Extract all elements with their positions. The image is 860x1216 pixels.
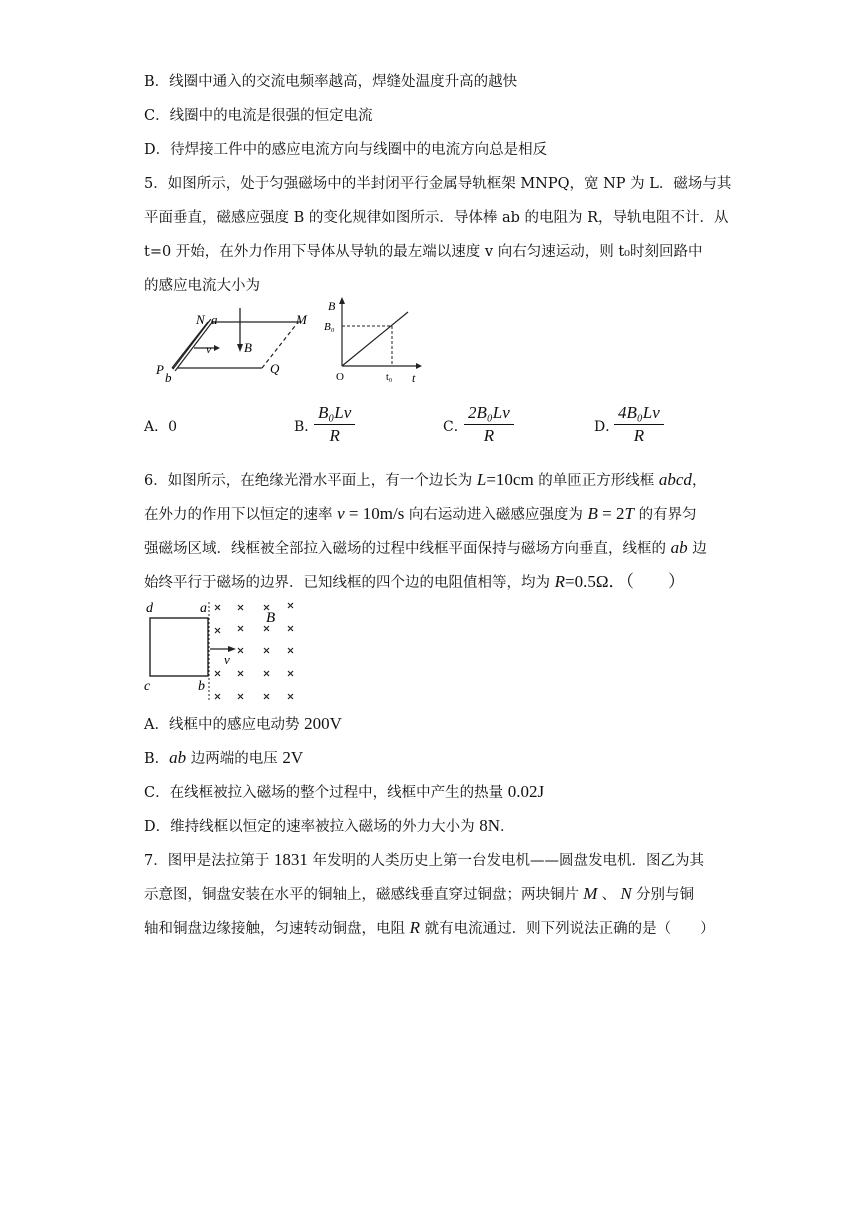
q5-label-n: N bbox=[196, 312, 205, 327]
option-c-prev: C．线圈中的电流是很强的恒定电流 bbox=[144, 108, 373, 124]
q5-option-c-denominator: R bbox=[483, 426, 495, 445]
q7-stem-line3: 轴和铜盘边缘接触，匀速转动铜盘，电阻 R 就有电流通过．则下列说法正确的是（ ） bbox=[144, 918, 715, 937]
q6-coil-figure bbox=[140, 596, 310, 708]
q7-stem-line2: 示意图，铜盘安装在水平的铜轴上，磁感线垂直穿过铜盘；两块铜片 M 、 N 分别与铜 bbox=[144, 884, 695, 903]
q5-option-b-denominator: R bbox=[329, 426, 340, 445]
q5-option-c-label: C． bbox=[443, 419, 468, 435]
q5-graph-axis-b: B bbox=[328, 299, 336, 313]
q5-option-b-label: B． bbox=[294, 419, 319, 435]
q5-stem-line2: 平面垂直，磁感应强度 B 的变化规律如图所示．导体棒 ab 的电阻为 R，导轨电阻不计．从 bbox=[144, 210, 729, 226]
magnetic-field-crosses bbox=[215, 603, 293, 699]
q6-stem-line2: 在外力的作用下以恒定的速率 v = 10m/s 向右运动进入磁感应强度为 B = 2T 的有界匀 bbox=[144, 504, 697, 523]
q5-label-b-field: B bbox=[244, 340, 252, 355]
q6-stem-line4: 始终平行于磁场的边界．已知线框的四个边的电阻值相等，均为 R=0.5Ω．（ ） bbox=[144, 572, 685, 591]
q5-stem-line3: t=0 开始，在外力作用下导体从导轨的最左端以速度 v 向右匀速运动，则 t₀时刻回路中 bbox=[144, 244, 703, 260]
q5-option-b-numerator: B₀Lv bbox=[314, 404, 355, 425]
q6-label-d: d bbox=[146, 601, 153, 616]
q5-bt-graph bbox=[322, 296, 426, 388]
q7-stem-line1: 7．图甲是法拉第于 1831 年发明的人类历史上第一台发电机——圆盘发电机．图乙为其 bbox=[144, 850, 704, 869]
q6-stem-line1: 6．如图所示，在绝缘光滑水平面上，有一个边长为 L=10cm 的单匝正方形线框 abcd， bbox=[144, 470, 707, 489]
q5-rail-figure bbox=[150, 300, 320, 384]
q5-option-d-label: D． bbox=[594, 419, 620, 435]
q5-option-a bbox=[144, 417, 177, 437]
q6-option-a: A．线框中的感应电动势 200V bbox=[144, 714, 342, 733]
q5-option-a-value: 0 bbox=[168, 419, 178, 435]
q5-option-a-label: A． bbox=[144, 419, 169, 435]
q5-option-c-fraction bbox=[464, 404, 514, 446]
q6-option-c: C．在线框被拉入磁场的整个过程中，线框中产生的热量 0.02J bbox=[144, 782, 545, 801]
q6-option-d: D．维持线框以恒定的速率被拉入磁场的外力大小为 8N． bbox=[144, 816, 515, 835]
q5-label-v: v bbox=[206, 342, 212, 356]
q5-option-d-denominator: R bbox=[633, 426, 645, 445]
q5-graph-origin: O bbox=[336, 371, 344, 383]
q5-stem-line1: 5．如图所示，处于匀强磁场中的半封闭平行金属导轨框架 MNPQ，宽 NP 为 L．磁场与其 bbox=[144, 176, 732, 192]
q6-label-a: a bbox=[200, 601, 207, 616]
q5-option-b-fraction bbox=[314, 404, 355, 446]
q5-option-d-numerator: 4B₀Lv bbox=[614, 404, 664, 425]
q6-stem-line3: 强磁场区域．线框被全部拉入磁场的过程中线框平面保持与磁场方向垂直，线框的 ab 边 bbox=[144, 538, 707, 557]
q5-option-d-fraction bbox=[614, 404, 664, 446]
q5-label-b: b bbox=[165, 370, 172, 384]
q6-label-field-b: B bbox=[266, 610, 276, 626]
q5-label-m: M bbox=[296, 312, 307, 327]
q5-graph-axis-t: t bbox=[412, 371, 416, 385]
q6-label-v: v bbox=[224, 652, 230, 667]
q5-label-a: a bbox=[211, 312, 218, 327]
option-d-prev: D．待焊接工件中的感应电流方向与线圈中的电流方向总是相反 bbox=[144, 142, 548, 158]
q5-stem-line4: 的感应电流大小为 bbox=[144, 278, 260, 294]
q5-option-c-numerator: 2B₀Lv bbox=[464, 404, 514, 425]
q5-graph-t0: t₀ bbox=[386, 372, 393, 383]
option-b-prev: B．线圈中通入的交流电频率越高，焊缝处温度升高的越快 bbox=[144, 74, 518, 90]
q5-label-q: Q bbox=[270, 361, 280, 376]
q5-graph-b0: B₀ bbox=[324, 321, 335, 333]
q6-label-b: b bbox=[198, 679, 205, 694]
q5-label-p: P bbox=[156, 362, 164, 377]
q6-option-b: B．ab 边两端的电压 2V bbox=[144, 748, 304, 767]
q6-label-c: c bbox=[144, 679, 151, 694]
